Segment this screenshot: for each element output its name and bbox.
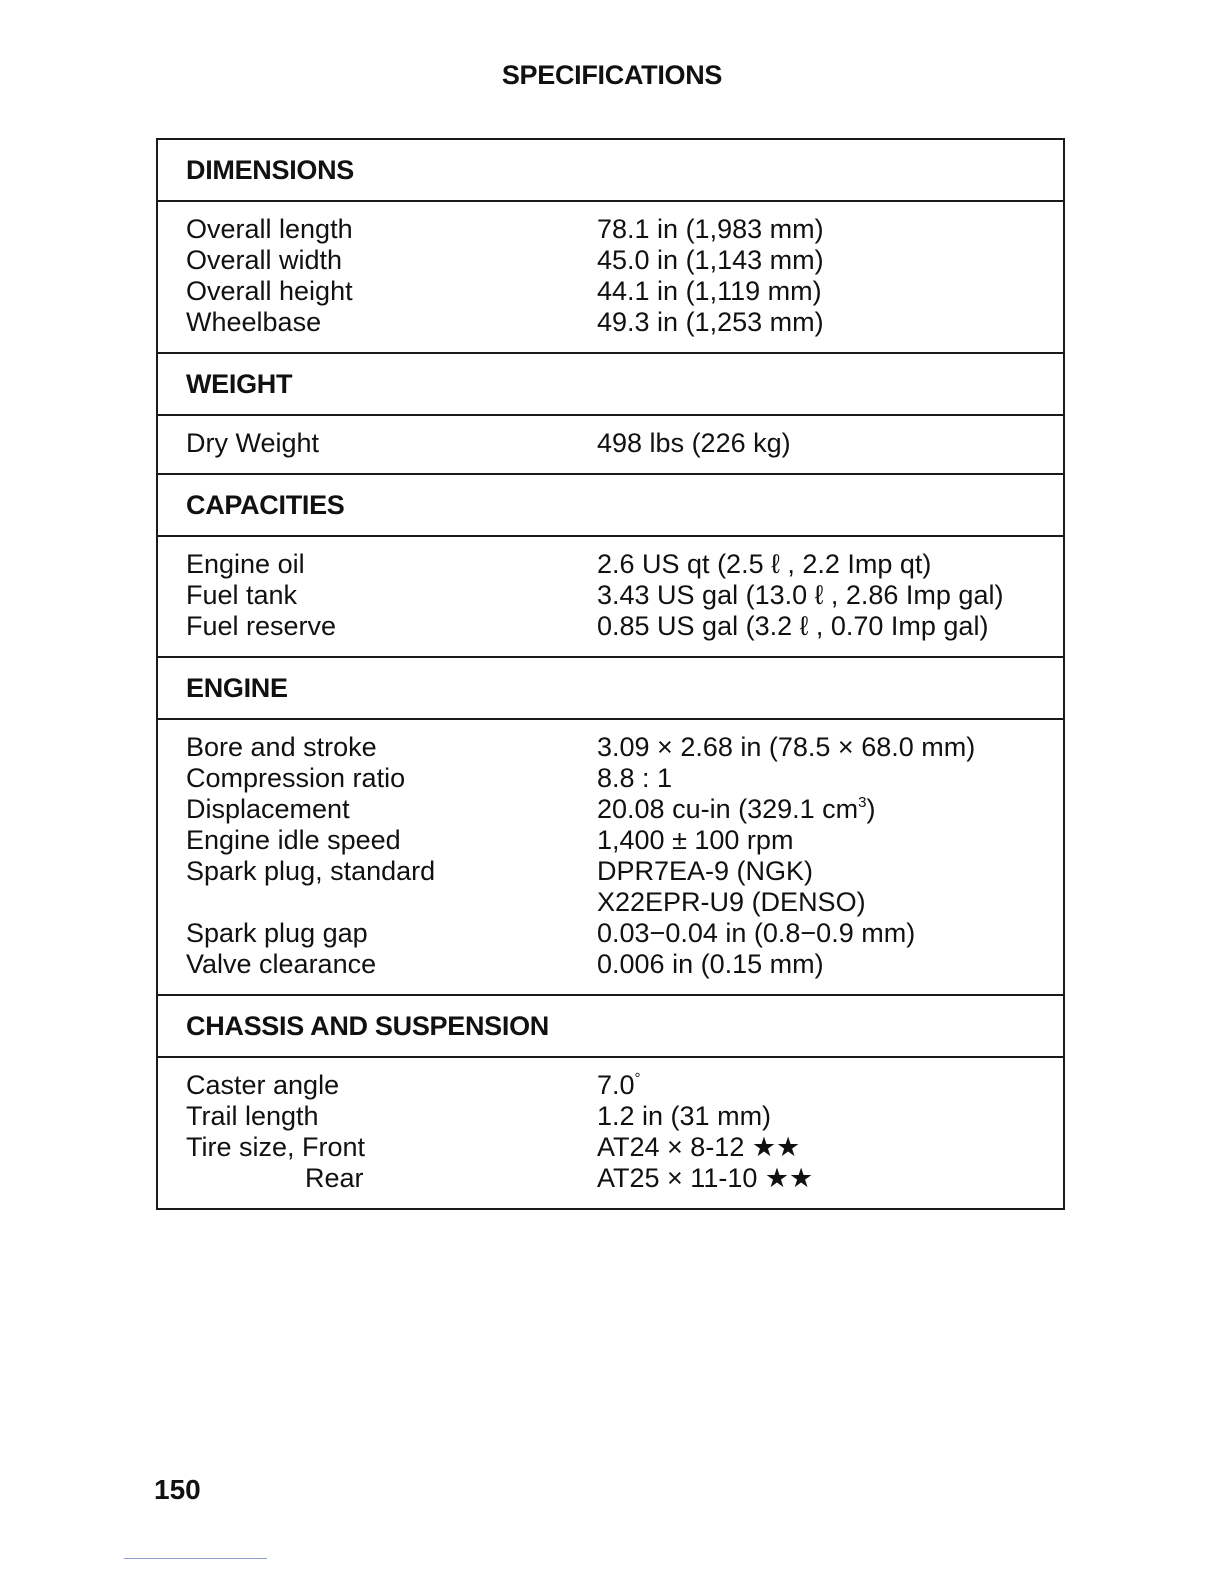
spec-value: 44.1 in (1,119 mm)	[597, 276, 822, 306]
section-heading-capacities: CAPACITIES	[158, 475, 1063, 537]
section-body-dimensions	[158, 202, 1063, 354]
spec-row	[186, 1163, 1035, 1194]
spec-value	[597, 1070, 1035, 1101]
page-number: 150	[154, 1474, 201, 1505]
section-body-engine	[158, 720, 1063, 996]
spec-label: Overall height	[186, 276, 353, 306]
spec-label: Engine idle speed	[186, 825, 401, 855]
spec-row	[186, 856, 1035, 887]
spec-label: Displacement	[186, 794, 350, 824]
spec-value-text: 20.08 cu-in (329.1 cm	[597, 794, 859, 824]
spec-row	[186, 825, 1035, 856]
spec-label: Tire size, Front	[186, 1132, 366, 1162]
spec-value: 49.3 in (1,253 mm)	[597, 307, 824, 337]
spec-label: Trail length	[186, 1101, 319, 1131]
spec-value: 498 lbs (226 kg)	[597, 428, 791, 458]
spec-row	[186, 763, 1035, 794]
spec-value: 1.2 in (31 mm)	[597, 1101, 772, 1131]
spec-row	[186, 428, 1035, 459]
spec-value: 0.85 US gal (3.2 ℓ , 0.70 Imp gal)	[597, 611, 989, 641]
spec-row	[186, 1070, 1035, 1101]
spec-row	[186, 949, 1035, 980]
spec-value: AT24 × 8-12 ★★	[597, 1132, 801, 1162]
section-heading-dimensions: DIMENSIONS	[158, 140, 1063, 202]
spec-row	[186, 794, 1035, 825]
spec-label: Bore and stroke	[186, 732, 377, 762]
section-heading-weight: WEIGHT	[158, 354, 1063, 416]
spec-label: Fuel tank	[186, 580, 298, 610]
spec-label	[186, 887, 597, 918]
specifications-table	[156, 138, 1065, 1210]
spec-row	[186, 611, 1035, 642]
section-body-capacities	[158, 537, 1063, 658]
section-heading-engine: ENGINE	[158, 658, 1063, 720]
spec-row	[186, 214, 1035, 245]
spec-label: Overall width	[186, 245, 343, 275]
spec-value: 2.6 US qt (2.5 ℓ , 2.2 Imp qt)	[597, 549, 932, 579]
spec-label: Valve clearance	[186, 949, 377, 979]
spec-label: Spark plug gap	[186, 918, 368, 948]
spec-label: Wheelbase	[186, 307, 322, 337]
page-title: SPECIFICATIONS	[501, 60, 723, 90]
spec-row	[186, 887, 1035, 918]
spec-label: Dry Weight	[186, 428, 320, 458]
bottom-divider	[124, 1558, 267, 1559]
spec-row	[186, 732, 1035, 763]
spec-value: DPR7EA-9 (NGK)	[597, 856, 814, 886]
degree-symbol: °	[634, 1070, 641, 1087]
spec-row	[186, 307, 1035, 338]
spec-value: AT25 × 11-10 ★★	[597, 1163, 814, 1193]
spec-value: 0.03−0.04 in (0.8−0.9 mm)	[597, 918, 916, 948]
spec-value: 78.1 in (1,983 mm)	[597, 214, 824, 244]
spec-label: Compression ratio	[186, 763, 406, 793]
spec-value: 0.006 in (0.15 mm)	[597, 949, 824, 979]
spec-row	[186, 1101, 1035, 1132]
section-heading-chassis-and-suspension: CHASSIS AND SUSPENSION	[158, 996, 1063, 1058]
spec-row	[186, 245, 1035, 276]
spec-label: Spark plug, standard	[186, 856, 436, 886]
spec-value: 1,400 ± 100 rpm	[597, 825, 794, 855]
section-body-weight	[158, 416, 1063, 475]
spec-label: Fuel reserve	[186, 611, 337, 641]
spec-row	[186, 549, 1035, 580]
section-body-chassis-and-suspension	[158, 1058, 1063, 1208]
spec-value-text: 7.0	[597, 1070, 635, 1100]
spec-value: X22EPR-U9 (DENSO)	[597, 887, 866, 917]
spec-label: Overall length	[186, 214, 353, 244]
spec-label: Engine oil	[186, 549, 305, 579]
superscript: 3	[858, 794, 867, 811]
spec-label: Caster angle	[186, 1070, 340, 1100]
spec-row	[186, 276, 1035, 307]
spec-value-suffix: )	[866, 794, 876, 824]
spec-row	[186, 580, 1035, 611]
spec-value: 45.0 in (1,143 mm)	[597, 245, 824, 275]
spec-row	[186, 918, 1035, 949]
spec-value: 3.43 US gal (13.0 ℓ , 2.86 Imp gal)	[597, 580, 1004, 610]
spec-value	[597, 794, 1035, 825]
spec-value: 8.8 : 1	[597, 763, 673, 793]
spec-label: Rear	[305, 1163, 364, 1193]
spec-value: 3.09 × 2.68 in (78.5 × 68.0 mm)	[597, 732, 976, 762]
spec-row	[186, 1132, 1035, 1163]
